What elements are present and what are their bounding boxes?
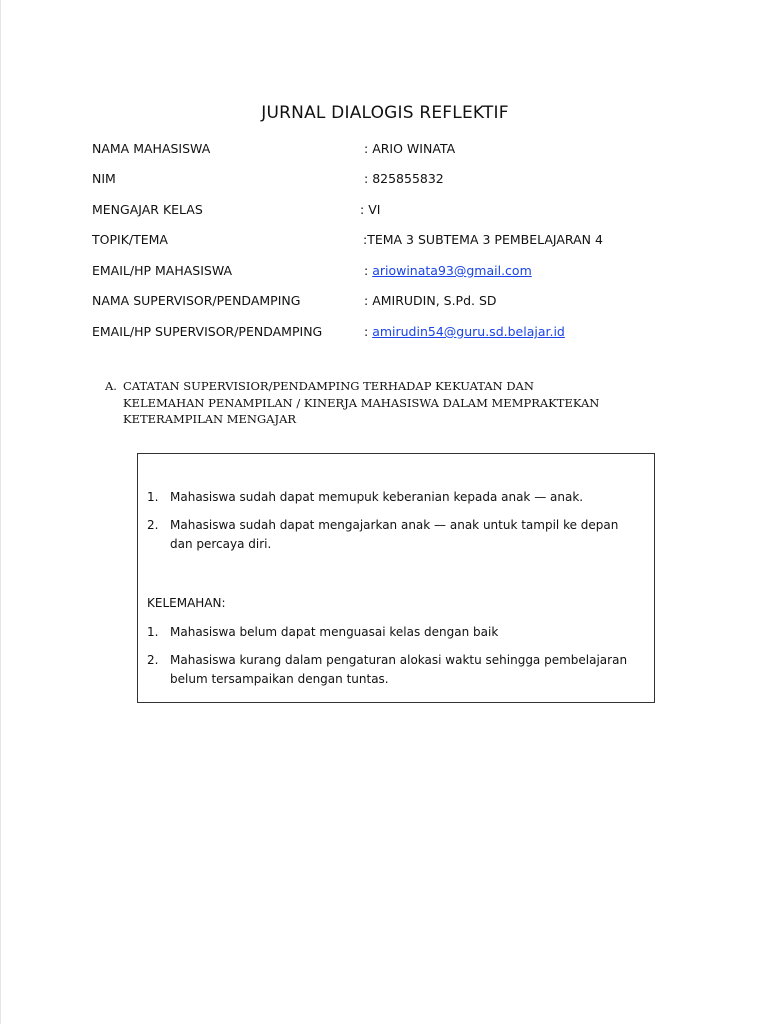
field-value-student-name: : ARIO WINATA: [364, 141, 456, 156]
strength-item: 2. Mahasiswa sudah dapat mengajarkan anak — anak untuk tampil ke depan dan percaya diri.: [147, 518, 619, 551]
field-label: MENGAJAR KELAS: [92, 202, 203, 217]
supervisor-email-link[interactable]: amirudin54@guru.sd.belajar.id: [372, 324, 565, 339]
field-value-student-email: : ariowinata93@gmail.com: [364, 263, 532, 278]
field-value-class: : VI: [360, 202, 381, 217]
field-value-topic: :TEMA 3 SUBTEMA 3 PEMBELAJARAN 4: [363, 232, 603, 247]
field-value-nim: : 825855832: [364, 171, 444, 186]
weakness-heading: KELEMAHAN:: [147, 596, 226, 610]
field-label: NIM: [92, 171, 116, 186]
field-label: TOPIK/TEMA: [92, 232, 168, 247]
field-label: NAMA MAHASISWA: [92, 141, 211, 156]
weakness-item: 2. Mahasiswa kurang dalam pengaturan alokasi waktu sehingga pembelajaran belum tersampaikan dengan tuntas.: [147, 653, 628, 686]
field-value-supervisor-email: : amirudin54@guru.sd.belajar.id: [364, 324, 565, 339]
section-a-text: CATATAN SUPERVISIOR/PENDAMPING TERHADAP KEKUATAN DAN KELEMAHAN PENAMPILAN / KINERJA MAHASISWA DALAM MEMPRAKTEKAN KETERAMPILAN MENGAJAR: [123, 379, 600, 426]
document-title: JURNAL DIALOGIS REFLEKTIF: [261, 103, 509, 123]
student-email-link[interactable]: ariowinata93@gmail.com: [372, 263, 532, 278]
field-value-supervisor-name: : AMIRUDIN, S.Pd. SD: [364, 293, 497, 308]
section-letter: A.: [105, 379, 117, 393]
field-label: EMAIL/HP SUPERVISOR/PENDAMPING: [92, 324, 323, 339]
strength-item: 1. Mahasiswa sudah dapat memupuk keberanian kepada anak — anak.: [147, 490, 584, 504]
section-a-heading: [105, 378, 605, 428]
weakness-item: 1. Mahasiswa belum dapat menguasai kelas dengan baik: [147, 625, 499, 639]
field-label: EMAIL/HP MAHASISWA: [92, 263, 233, 278]
field-label: NAMA SUPERVISOR/PENDAMPING: [92, 293, 301, 308]
notes-box: [137, 453, 655, 703]
